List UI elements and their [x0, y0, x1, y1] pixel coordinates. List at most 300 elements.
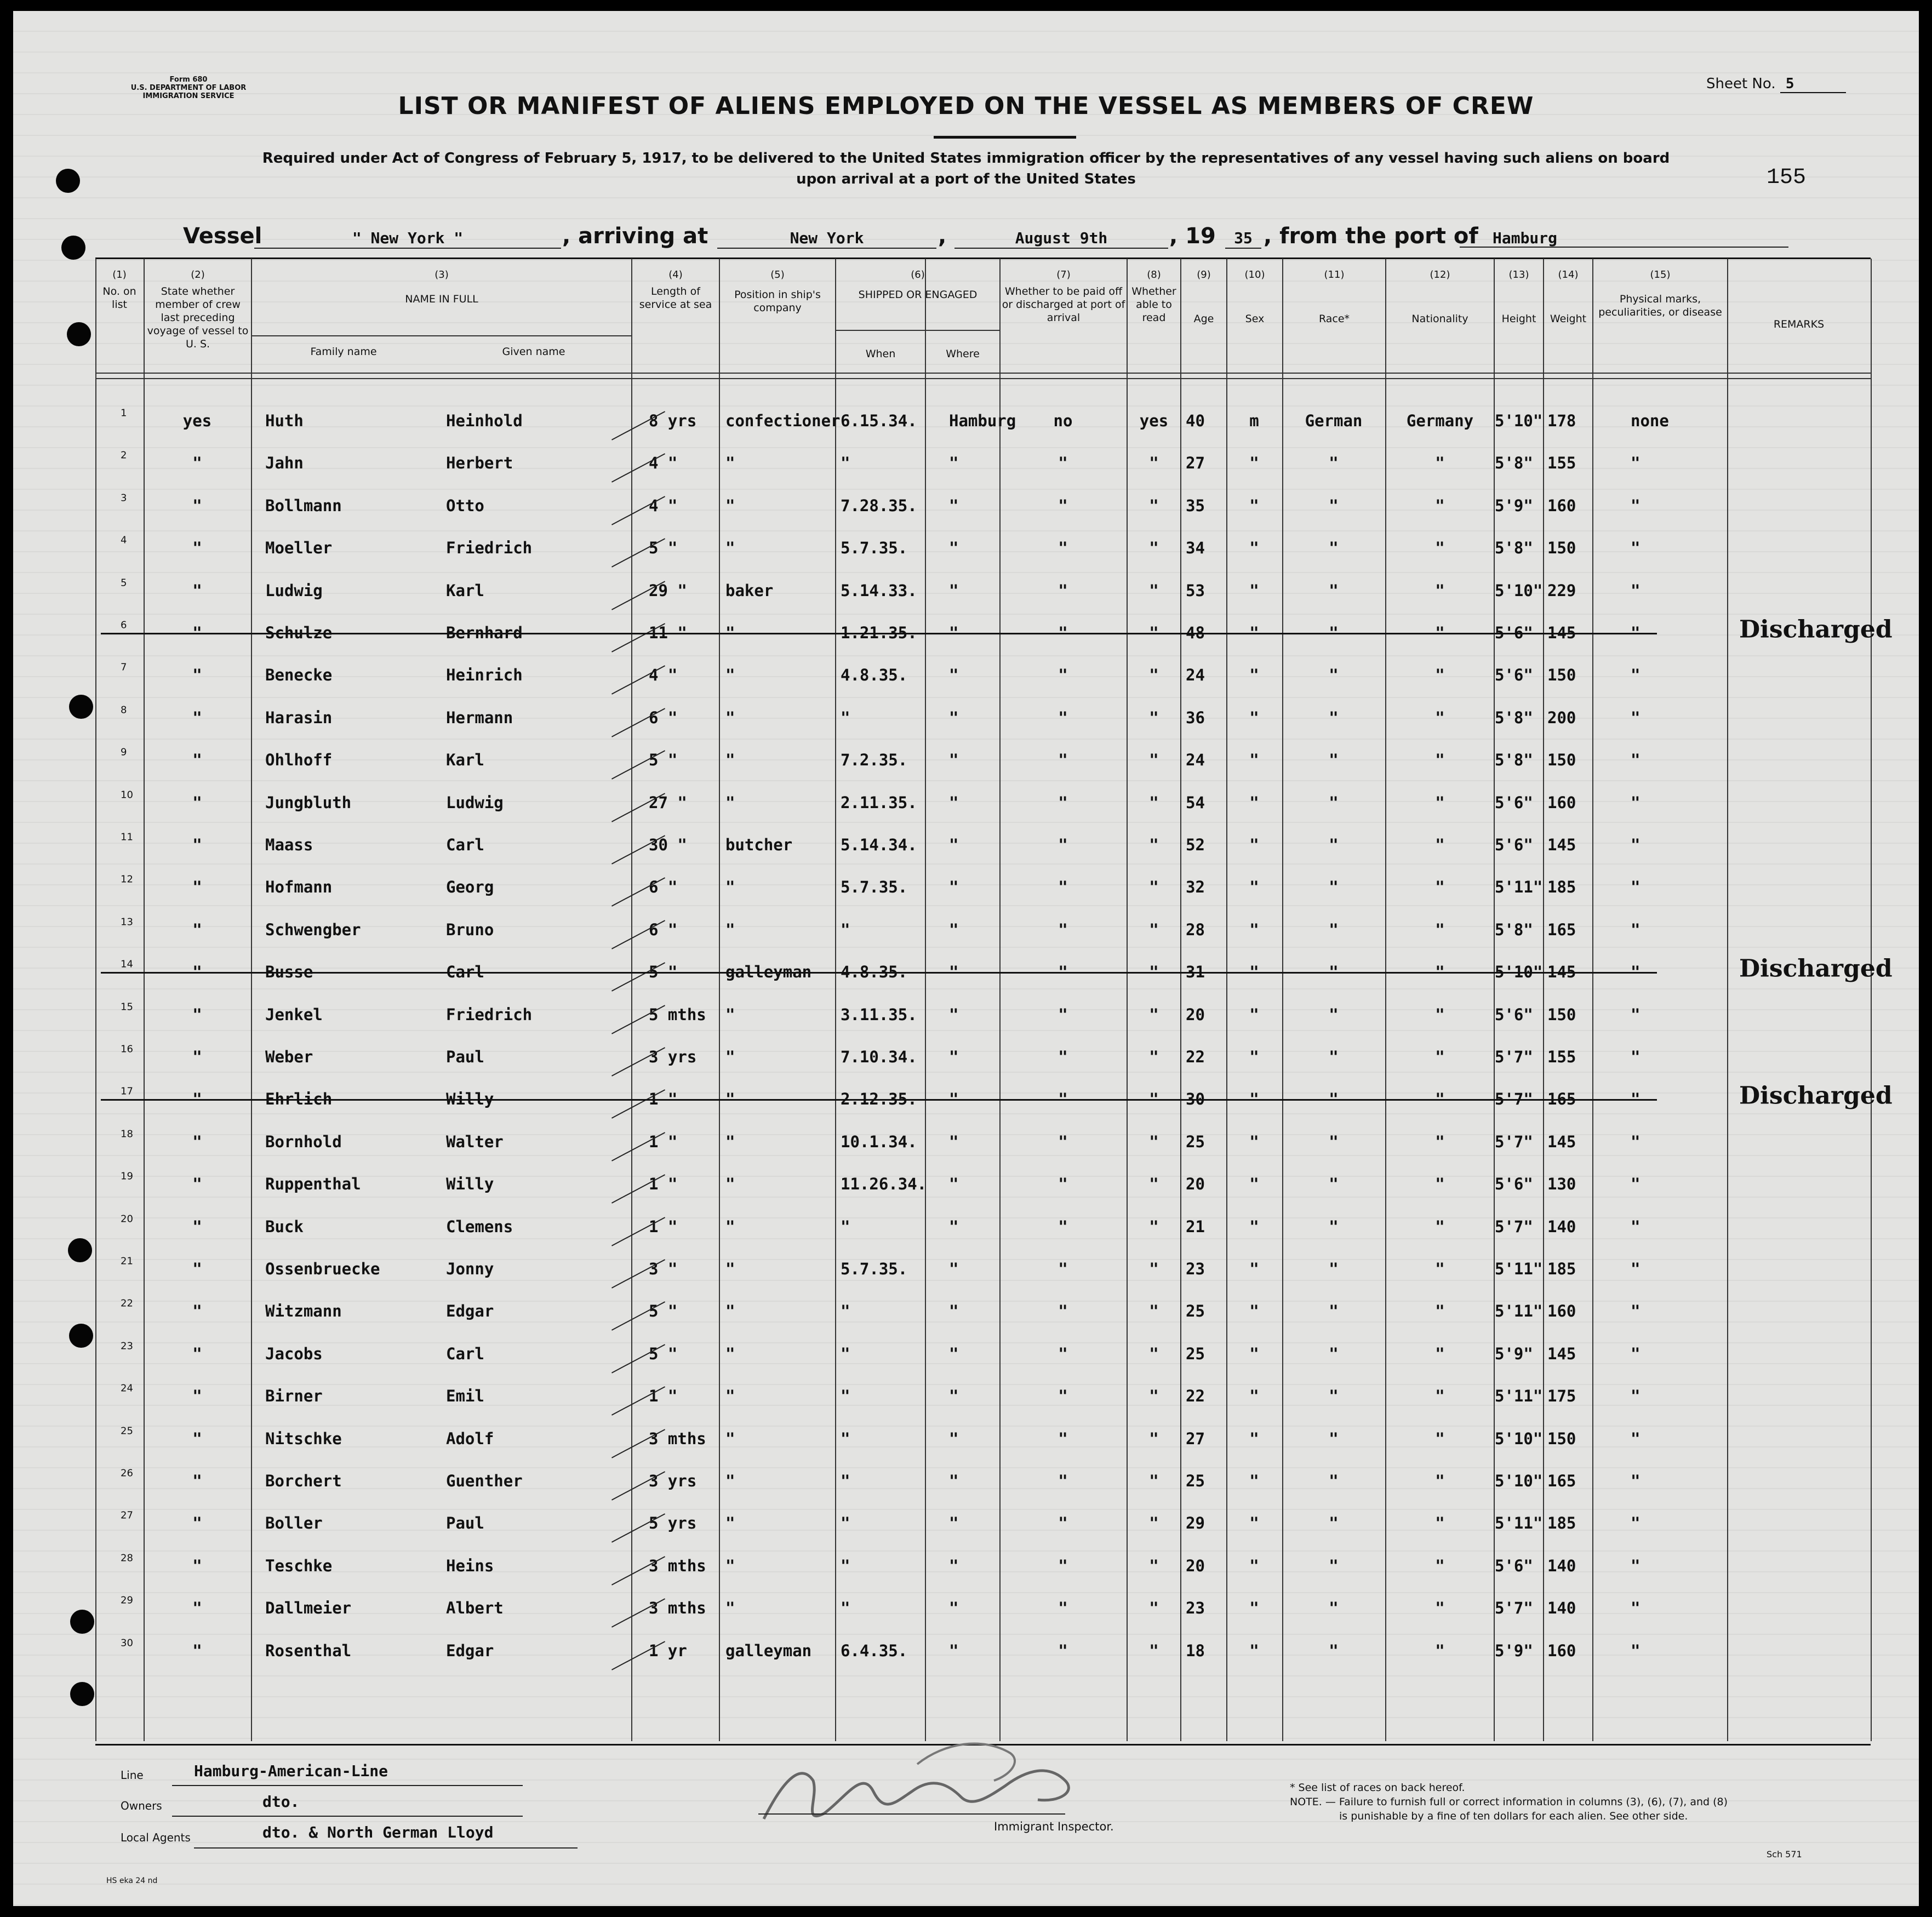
cell-able-to-read: ": [1149, 454, 1159, 472]
cell-nationality: ": [1435, 1641, 1445, 1660]
cell-physical-marks: none: [1631, 411, 1669, 430]
cell-height: 5'11": [1495, 1514, 1543, 1532]
cell-previous-voyage: ": [192, 1005, 202, 1024]
cell-paid-off: ": [1058, 623, 1068, 642]
cell-able-to-read: ": [1149, 751, 1159, 769]
cell-race: ": [1329, 623, 1339, 642]
cell-physical-marks: ": [1631, 1599, 1641, 1617]
cell-weight: 175: [1547, 1387, 1576, 1405]
cell-physical-marks: ": [1631, 1641, 1641, 1660]
cell-shipped-where: ": [949, 666, 959, 684]
cell-physical-marks: ": [1631, 496, 1641, 515]
binder-hole: [69, 1324, 93, 1348]
cell-sex: ": [1249, 496, 1259, 515]
cell-length-of-service: 27 ": [649, 793, 687, 812]
cell-shipped-when: ": [841, 1599, 850, 1617]
cell-shipped-when: 6.4.35.: [841, 1641, 908, 1660]
cell-position: ": [725, 1005, 735, 1024]
column-rule: [1592, 259, 1593, 1741]
cell-able-to-read: ": [1149, 1599, 1159, 1617]
cell-sex: ": [1249, 1599, 1259, 1617]
cell-height: 5'11": [1495, 1387, 1543, 1405]
cell-shipped-where: ": [949, 920, 959, 939]
cell-family-name: Birner: [265, 1387, 323, 1405]
cell-height: 5'7": [1495, 1132, 1533, 1151]
cell-able-to-read: ": [1149, 1344, 1159, 1363]
cell-race: ": [1329, 1387, 1339, 1405]
separator-comma: ,: [938, 224, 947, 249]
cell-shipped-where: ": [949, 1302, 959, 1320]
cell-weight: 155: [1547, 454, 1576, 472]
cell-position: ": [725, 1344, 735, 1363]
col-header-where: Where: [946, 348, 980, 360]
print-code: HS eka 24 nd: [106, 1876, 158, 1885]
cell-nationality: ": [1435, 1599, 1445, 1617]
cell-given-name: Carl: [446, 963, 484, 981]
cell-family-name: Ruppenthal: [265, 1175, 361, 1193]
cell-length-of-service: 5 yrs: [649, 1514, 697, 1532]
year-prefix: , 19: [1169, 224, 1216, 249]
cell-previous-voyage: ": [192, 1132, 202, 1151]
cell-age: 29: [1186, 1514, 1205, 1532]
cell-paid-off: ": [1058, 836, 1068, 854]
cell-given-name: Jonny: [446, 1260, 494, 1278]
cell-age: 27: [1186, 1429, 1205, 1448]
from-port-label: , from the port of: [1264, 224, 1478, 249]
cell-shipped-when: 7.10.34.: [841, 1048, 917, 1066]
cell-paid-off: ": [1058, 539, 1068, 557]
cell-previous-voyage: ": [192, 1472, 202, 1490]
cell-shipped-where: ": [949, 581, 959, 600]
cell-length-of-service: 6 ": [649, 878, 678, 896]
cell-position: confectioner: [725, 411, 841, 430]
row-number: 29: [121, 1594, 133, 1606]
cell-shipped-when: ": [841, 1344, 850, 1363]
cell-position: galleyman: [725, 963, 812, 981]
cell-paid-off: ": [1058, 1641, 1068, 1660]
cell-length-of-service: 5 ": [649, 751, 678, 769]
cell-length-of-service: 4 ": [649, 666, 678, 684]
cell-shipped-when: ": [841, 1557, 850, 1575]
cell-shipped-when: 7.28.35.: [841, 496, 917, 515]
cell-physical-marks: ": [1631, 1217, 1641, 1236]
cell-physical-marks: ": [1631, 1048, 1641, 1066]
cell-age: 20: [1186, 1557, 1205, 1575]
cell-length-of-service: 11 ": [649, 623, 687, 642]
cell-sex: ": [1249, 793, 1259, 812]
cell-position: butcher: [725, 836, 793, 854]
row-number: 3: [121, 492, 127, 504]
cell-height: 5'8": [1495, 708, 1533, 727]
cell-shipped-when: 5.14.33.: [841, 581, 917, 600]
cell-race: ": [1329, 1090, 1339, 1108]
cell-race: ": [1329, 581, 1339, 600]
cell-nationality: ": [1435, 1557, 1445, 1575]
vessel-name-field: " New York ": [254, 229, 561, 249]
cell-able-to-read: ": [1149, 1472, 1159, 1490]
cell-family-name: Hofmann: [265, 878, 333, 896]
cell-sex: ": [1249, 1005, 1259, 1024]
cell-length-of-service: 1 ": [649, 1175, 678, 1193]
cell-race: ": [1329, 539, 1339, 557]
cell-sex: m: [1249, 411, 1259, 430]
cell-race: ": [1329, 496, 1339, 515]
cell-family-name: Bornhold: [265, 1132, 342, 1151]
cell-position: ": [725, 454, 735, 472]
subtitle-line-2: upon arrival at a port of the United States: [796, 171, 1136, 187]
cell-previous-voyage: ": [192, 454, 202, 472]
cell-height: 5'10": [1495, 1472, 1543, 1490]
row-number: 25: [121, 1425, 133, 1437]
cell-height: 5'6": [1495, 1175, 1533, 1193]
cell-previous-voyage: ": [192, 623, 202, 642]
cell-shipped-when: ": [841, 920, 850, 939]
cell-weight: 145: [1547, 1344, 1576, 1363]
cell-paid-off: ": [1058, 666, 1068, 684]
cell-sex: ": [1249, 1090, 1259, 1108]
cell-nationality: ": [1435, 1344, 1445, 1363]
column-rule: [1871, 259, 1872, 1741]
cell-paid-off: ": [1058, 878, 1068, 896]
cell-shipped-where: ": [949, 1641, 959, 1660]
cell-length-of-service: 1 ": [649, 1217, 678, 1236]
cell-height: 5'10": [1495, 1429, 1543, 1448]
cell-weight: 178: [1547, 411, 1576, 430]
cell-previous-voyage: ": [192, 1217, 202, 1236]
cell-able-to-read: ": [1149, 666, 1159, 684]
cell-weight: 165: [1547, 1472, 1576, 1490]
cell-previous-voyage: ": [192, 581, 202, 600]
col-header-family-name: Family name: [310, 346, 377, 358]
cell-physical-marks: ": [1631, 920, 1641, 939]
cell-shipped-where: ": [949, 1090, 959, 1108]
cell-previous-voyage: ": [192, 1599, 202, 1617]
cell-paid-off: ": [1058, 1387, 1068, 1405]
cell-length-of-service: 30 ": [649, 836, 687, 854]
cell-age: 24: [1186, 751, 1205, 769]
cell-family-name: Jungbluth: [265, 793, 352, 812]
cell-length-of-service: 1 yr: [649, 1641, 687, 1660]
row-number: 8: [121, 704, 127, 716]
remark-discharged: Discharged: [1739, 615, 1893, 644]
cell-weight: 145: [1547, 623, 1576, 642]
cell-physical-marks: ": [1631, 1260, 1641, 1278]
cell-shipped-where: ": [949, 878, 959, 896]
cell-position: ": [725, 751, 735, 769]
binder-hole: [68, 1238, 92, 1262]
cell-race: ": [1329, 1557, 1339, 1575]
cell-able-to-read: ": [1149, 1429, 1159, 1448]
row-number: 23: [121, 1340, 133, 1352]
owners-underline: [172, 1801, 523, 1817]
header-bottom-rule: [95, 373, 1871, 374]
cell-length-of-service: 3 yrs: [649, 1472, 697, 1490]
cell-race: ": [1329, 454, 1339, 472]
cell-length-of-service: 29 ": [649, 581, 687, 600]
cell-nationality: ": [1435, 496, 1445, 515]
cell-shipped-where: ": [949, 454, 959, 472]
cell-weight: 185: [1547, 1514, 1576, 1532]
cell-given-name: Heinhold: [446, 411, 523, 430]
cell-sex: ": [1249, 1175, 1259, 1193]
column-rule: [719, 259, 720, 1741]
cell-family-name: Maass: [265, 836, 313, 854]
cell-given-name: Paul: [446, 1514, 484, 1532]
cell-previous-voyage: ": [192, 963, 202, 981]
subtitle-line-1: Required under Act of Congress of February 5, 1917, to be delivered to the United States immigration officer by the representatives of any vessel having such aliens on board: [262, 150, 1670, 167]
cell-nationality: Germany: [1406, 411, 1474, 430]
page-number: 155: [1767, 165, 1807, 190]
inspector-signature-line: [758, 1813, 1065, 1815]
cell-able-to-read: ": [1149, 496, 1159, 515]
cell-height: 5'11": [1495, 1260, 1543, 1278]
cell-race: ": [1329, 1514, 1339, 1532]
cell-age: 28: [1186, 920, 1205, 939]
cell-family-name: Nitschke: [265, 1429, 342, 1448]
line-value: Hamburg-American-Line: [194, 1762, 388, 1780]
cell-age: 27: [1186, 454, 1205, 472]
cell-height: 5'10": [1495, 411, 1543, 430]
cell-given-name: Otto: [446, 496, 484, 515]
cell-paid-off: ": [1058, 963, 1068, 981]
cell-given-name: Bruno: [446, 920, 494, 939]
cell-position: galleyman: [725, 1641, 812, 1660]
cell-physical-marks: ": [1631, 1175, 1641, 1193]
cell-given-name: Hermann: [446, 708, 513, 727]
cell-family-name: Harasin: [265, 708, 333, 727]
cell-paid-off: ": [1058, 751, 1068, 769]
cell-race: ": [1329, 1217, 1339, 1236]
col-header-position: (5) Position in ship's company: [734, 269, 821, 314]
cell-sex: ": [1249, 708, 1259, 727]
col-header-weight: (14) Weight: [1550, 269, 1587, 325]
row-number: 28: [121, 1552, 133, 1564]
cell-shipped-where: ": [949, 793, 959, 812]
cell-physical-marks: ": [1631, 581, 1641, 600]
cell-height: 5'6": [1495, 1005, 1533, 1024]
cell-sex: ": [1249, 623, 1259, 642]
cell-nationality: ": [1435, 454, 1445, 472]
cell-able-to-read: ": [1149, 1132, 1159, 1151]
col-header-when: When: [865, 348, 896, 360]
cell-previous-voyage: ": [192, 751, 202, 769]
cell-race: ": [1329, 920, 1339, 939]
cell-race: ": [1329, 708, 1339, 727]
cell-shipped-where: ": [949, 1429, 959, 1448]
row-number: 26: [121, 1467, 133, 1479]
cell-height: 5'6": [1495, 1557, 1533, 1575]
row-number: 18: [121, 1128, 133, 1140]
cell-shipped-where: ": [949, 836, 959, 854]
cell-family-name: Rosenthal: [265, 1641, 352, 1660]
cell-sex: ": [1249, 1557, 1259, 1575]
cell-nationality: ": [1435, 963, 1445, 981]
cell-physical-marks: ": [1631, 836, 1641, 854]
cell-age: 52: [1186, 836, 1205, 854]
cell-able-to-read: ": [1149, 539, 1159, 557]
cell-position: ": [725, 920, 735, 939]
cell-age: 23: [1186, 1260, 1205, 1278]
cell-previous-voyage: ": [192, 1344, 202, 1363]
cell-age: 18: [1186, 1641, 1205, 1660]
cell-sex: ": [1249, 1472, 1259, 1490]
cell-sex: ": [1249, 1260, 1259, 1278]
cell-position: ": [725, 1048, 735, 1066]
row-number: 9: [121, 746, 127, 758]
cell-shipped-when: ": [841, 1472, 850, 1490]
row-number: 4: [121, 534, 127, 546]
cell-sex: ": [1249, 1302, 1259, 1320]
cell-family-name: Busse: [265, 963, 313, 981]
cell-given-name: Carl: [446, 836, 484, 854]
cell-shipped-when: 4.8.35.: [841, 666, 908, 684]
cell-height: 5'8": [1495, 751, 1533, 769]
row-number: 6: [121, 619, 127, 631]
cell-height: 5'6": [1495, 836, 1533, 854]
cell-paid-off: ": [1058, 1048, 1068, 1066]
cell-paid-off: ": [1058, 1217, 1068, 1236]
cell-sex: ": [1249, 539, 1259, 557]
cell-position: ": [725, 1514, 735, 1532]
cell-position: ": [725, 1387, 735, 1405]
cell-age: 20: [1186, 1175, 1205, 1193]
cell-sex: ": [1249, 1387, 1259, 1405]
cell-position: ": [725, 1429, 735, 1448]
cell-paid-off: ": [1058, 1472, 1068, 1490]
cell-given-name: Willy: [446, 1175, 494, 1193]
cell-paid-off: ": [1058, 708, 1068, 727]
cell-sex: ": [1249, 1514, 1259, 1532]
cell-shipped-when: ": [841, 1429, 850, 1448]
arriving-label: , arriving at: [562, 224, 708, 249]
cell-physical-marks: ": [1631, 1387, 1641, 1405]
cell-physical-marks: ": [1631, 708, 1641, 727]
cell-paid-off: ": [1058, 1557, 1068, 1575]
col-header-length-of-service: (4) Length of service at sea: [639, 269, 712, 311]
cell-height: 5'9": [1495, 496, 1533, 515]
owners-label: Owners: [121, 1799, 162, 1812]
cell-nationality: ": [1435, 708, 1445, 727]
cell-sex: ": [1249, 1048, 1259, 1066]
col-header-no: (1) No. on list: [102, 269, 136, 311]
cell-given-name: Adolf: [446, 1429, 494, 1448]
cell-age: 25: [1186, 1302, 1205, 1320]
cell-previous-voyage: yes: [182, 411, 212, 430]
cell-physical-marks: ": [1631, 539, 1641, 557]
cell-sex: ": [1249, 581, 1259, 600]
cell-paid-off: ": [1058, 1514, 1068, 1532]
cell-length-of-service: 1 ": [649, 1387, 678, 1405]
cell-race: ": [1329, 1429, 1339, 1448]
cell-length-of-service: 3 yrs: [649, 1048, 697, 1066]
cell-nationality: ": [1435, 1514, 1445, 1532]
cell-nationality: ": [1435, 539, 1445, 557]
cell-sex: ": [1249, 878, 1259, 896]
vessel-label: Vessel: [183, 224, 262, 249]
cell-able-to-read: ": [1149, 1005, 1159, 1024]
cell-nationality: ": [1435, 1302, 1445, 1320]
cell-paid-off: ": [1058, 454, 1068, 472]
cell-sex: ": [1249, 963, 1259, 981]
cell-height: 5'8": [1495, 920, 1533, 939]
cell-shipped-when: 7.2.35.: [841, 751, 908, 769]
cell-shipped-where: ": [949, 1048, 959, 1066]
cell-family-name: Huth: [265, 411, 304, 430]
cell-shipped-when: ": [841, 1217, 850, 1236]
cell-race: German: [1305, 411, 1363, 430]
cell-family-name: Jacobs: [265, 1344, 323, 1363]
remark-discharged: Discharged: [1739, 1081, 1893, 1110]
cell-previous-voyage: ": [192, 836, 202, 854]
cell-weight: 200: [1547, 708, 1576, 727]
arriving-port-field: New York: [717, 229, 936, 249]
page-title: LIST OR MANIFEST OF ALIENS EMPLOYED ON THE VESSEL AS MEMBERS OF CREW: [398, 92, 1534, 120]
cell-able-to-read: ": [1149, 963, 1159, 981]
cell-age: 22: [1186, 1387, 1205, 1405]
cell-height: 5'7": [1495, 1048, 1533, 1066]
cell-weight: 145: [1547, 836, 1576, 854]
line-label: Line: [121, 1769, 144, 1782]
cell-shipped-where: ": [949, 1260, 959, 1278]
remark-discharged: Discharged: [1739, 954, 1893, 983]
cell-height: 5'8": [1495, 454, 1533, 472]
row-number: 19: [121, 1170, 133, 1182]
row-number: 10: [121, 789, 133, 801]
schedule-code: Sch 571: [1767, 1849, 1802, 1859]
cell-able-to-read: ": [1149, 1090, 1159, 1108]
cell-given-name: Clemens: [446, 1217, 513, 1236]
cell-weight: 185: [1547, 878, 1576, 896]
penalty-note-2: is punishable by a fine of ten dollars for each alien. See other side.: [1339, 1810, 1688, 1822]
cell-nationality: ": [1435, 1472, 1445, 1490]
cell-previous-voyage: ": [192, 1514, 202, 1532]
cell-shipped-when: ": [841, 708, 850, 727]
cell-height: 5'11": [1495, 878, 1543, 896]
cell-sex: ": [1249, 454, 1259, 472]
cell-height: 5'6": [1495, 623, 1533, 642]
cell-able-to-read: ": [1149, 708, 1159, 727]
cell-nationality: ": [1435, 581, 1445, 600]
cell-physical-marks: ": [1631, 1005, 1641, 1024]
cell-nationality: ": [1435, 1260, 1445, 1278]
arrival-date-field: August 9th: [954, 229, 1168, 249]
row-number: 12: [121, 873, 133, 885]
cell-able-to-read: ": [1149, 1557, 1159, 1575]
col-header-sex: (10) Sex: [1244, 269, 1265, 325]
cell-able-to-read: ": [1149, 1641, 1159, 1660]
cell-shipped-when: 5.7.35.: [841, 539, 908, 557]
cell-shipped-where: ": [949, 963, 959, 981]
races-note: * See list of races on back hereof.: [1290, 1782, 1465, 1794]
cell-length-of-service: 5 mths: [649, 1005, 706, 1024]
cell-length-of-service: 4 ": [649, 496, 678, 515]
cell-previous-voyage: ": [192, 496, 202, 515]
cell-able-to-read: yes: [1139, 411, 1169, 430]
cell-weight: 145: [1547, 963, 1576, 981]
cell-race: ": [1329, 751, 1339, 769]
cell-previous-voyage: ": [192, 1641, 202, 1660]
cell-age: 20: [1186, 1005, 1205, 1024]
row-number: 20: [121, 1213, 133, 1225]
col-header-height: (13) Height: [1501, 269, 1536, 325]
cell-weight: 145: [1547, 1132, 1576, 1151]
cell-given-name: Herbert: [446, 454, 513, 472]
col-header-able-to-read: (8) Whether able to read: [1131, 269, 1176, 324]
cell-shipped-when: 5.7.35.: [841, 878, 908, 896]
cell-nationality: ": [1435, 1387, 1445, 1405]
cell-age: 48: [1186, 623, 1205, 642]
cell-position: baker: [725, 581, 774, 600]
